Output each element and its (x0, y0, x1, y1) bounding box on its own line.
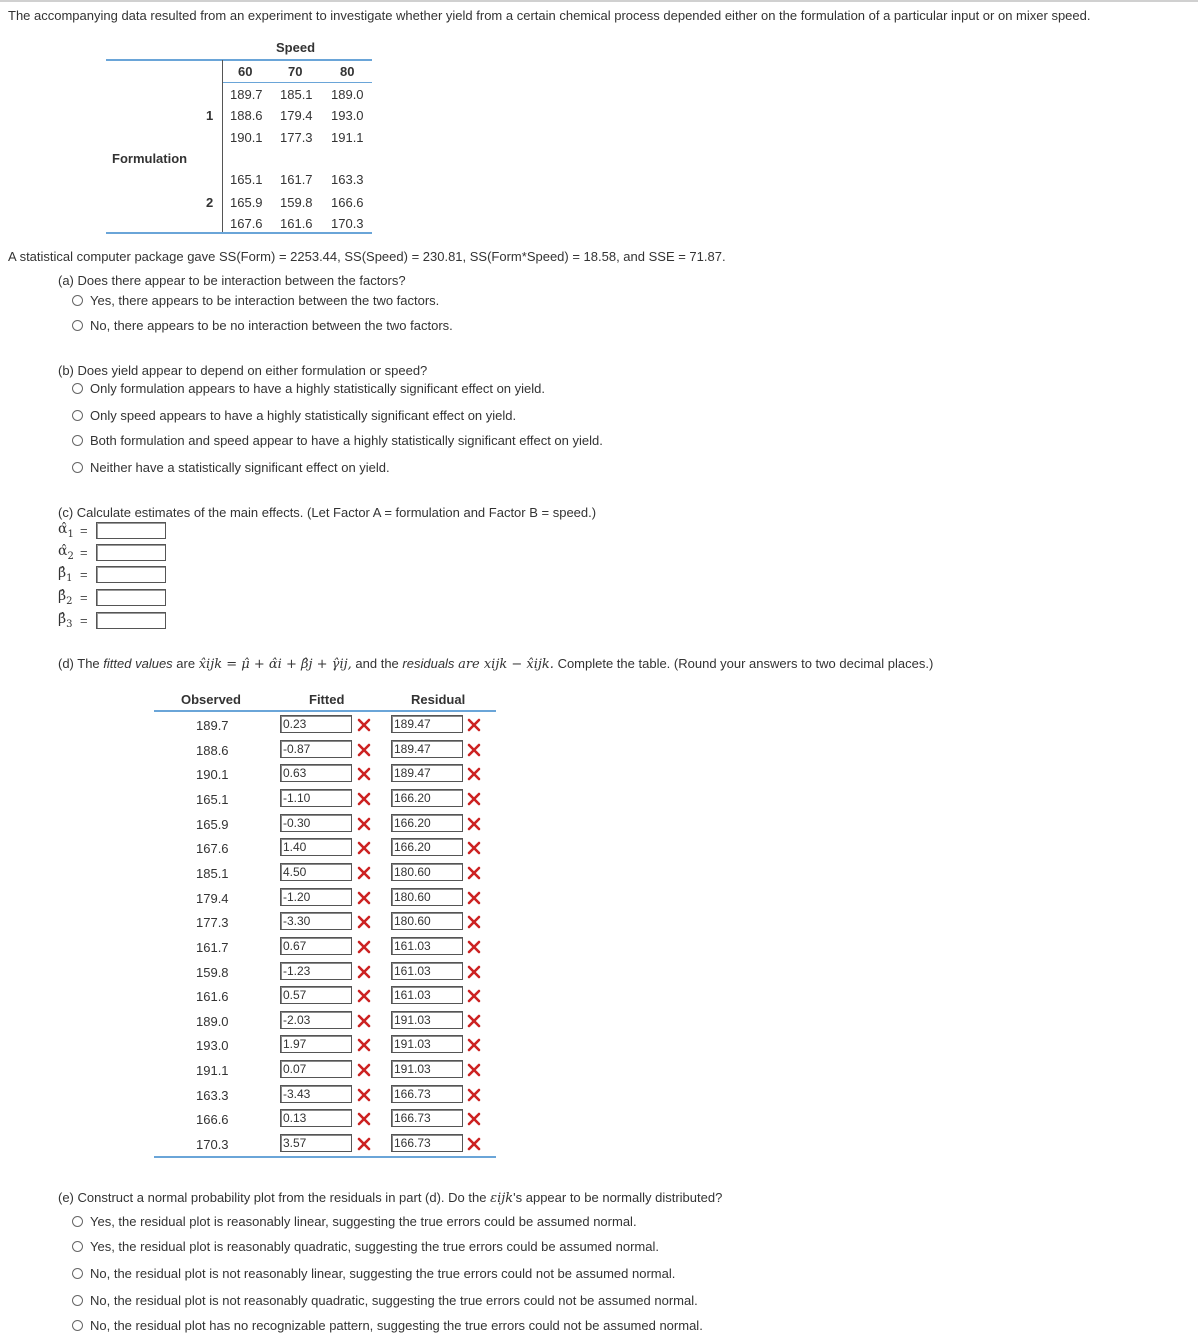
incorrect-icon (467, 743, 481, 757)
residual-input[interactable]: 161.03 (391, 937, 463, 955)
fitted-input[interactable]: -3.30 (280, 912, 352, 930)
fitted-input[interactable]: 1.40 (280, 838, 352, 856)
radio-button[interactable] (72, 295, 83, 306)
part-e-option-2[interactable]: Yes, the residual plot is reasonably quadratic, suggesting the true errors could be assumed normal. (72, 1239, 659, 1254)
incorrect-icon (357, 792, 371, 806)
fitted-input[interactable]: -2.03 (280, 1011, 352, 1029)
residual-input[interactable]: 166.20 (391, 838, 463, 856)
data-cell-f2-r3-c1: 167.6 (230, 216, 263, 231)
incorrect-icon (467, 718, 481, 732)
part-e-option-4[interactable]: No, the residual plot is not reasonably quadratic, suggesting the true errors could not be assumed normal. (72, 1293, 698, 1308)
alpha-hat-1-input[interactable] (96, 522, 166, 539)
observed-value: 161.6 (196, 989, 229, 1004)
residual-input[interactable]: 191.03 (391, 1060, 463, 1078)
fitted-input[interactable]: -3.43 (280, 1085, 352, 1103)
incorrect-icon (357, 940, 371, 954)
data-cell-f2-r1-c1: 165.1 (230, 172, 263, 187)
incorrect-icon (357, 866, 371, 880)
incorrect-icon (357, 817, 371, 831)
fitted-input[interactable]: -0.30 (280, 814, 352, 832)
data-cell-f1-r3-c3: 191.1 (331, 130, 364, 145)
formulation-label: Formulation (112, 151, 188, 166)
equals-sign: = (80, 545, 88, 560)
residual-input[interactable]: 189.47 (391, 715, 463, 733)
fitted-input[interactable]: 4.50 (280, 863, 352, 881)
residual-input[interactable]: 161.03 (391, 986, 463, 1004)
radio-button[interactable] (72, 1268, 83, 1279)
ss-summary: A statistical computer package gave SS(Form) = 2253.44, SS(Speed) = 230.81, SS(Form*Speed) = 18.58, and SSE = 71.87. (8, 249, 726, 264)
beta-hat-2-symbol: $\betâ_2$ (58, 588, 73, 607)
residual-input[interactable]: 191.03 (391, 1035, 463, 1053)
part-e-option-3[interactable]: No, the residual plot is not reasonably linear, suggesting the true errors could not be assumed normal. (72, 1266, 675, 1281)
data-cell-f1-r3-c1: 190.1 (230, 130, 263, 145)
part-b-option-both[interactable]: Both formulation and speed appear to have a highly statistically significant effect on yield. (72, 433, 603, 448)
incorrect-icon (357, 1038, 371, 1052)
observed-value: 189.7 (196, 718, 229, 733)
epsilon-symbol: εijk (490, 1191, 514, 1206)
alpha-hat-2-symbol: $\alphâ_2$ (58, 543, 74, 562)
beta-hat-3-input[interactable] (96, 612, 166, 629)
incorrect-icon (467, 1137, 481, 1151)
fitted-input[interactable]: -1.10 (280, 789, 352, 807)
incorrect-icon (357, 965, 371, 979)
speed-70: 70 (288, 64, 303, 79)
residual-input[interactable]: 166.73 (391, 1134, 463, 1152)
residual-input[interactable]: 189.47 (391, 740, 463, 758)
incorrect-icon (467, 1112, 481, 1126)
table-header-rule (154, 710, 496, 712)
residual-input[interactable]: 161.03 (391, 962, 463, 980)
intro-text: The accompanying data resulted from an experiment to investigate whether yield from a certain chemical process depended either on the formulation of a particular input or on mixer speed. (8, 8, 1091, 23)
data-cell-f1-r2-c3: 193.0 (331, 108, 364, 123)
incorrect-icon (357, 1112, 371, 1126)
observed-value: 177.3 (196, 915, 229, 930)
fitted-input[interactable]: 0.07 (280, 1060, 352, 1078)
equals-sign: = (80, 523, 88, 538)
incorrect-icon (467, 1088, 481, 1102)
incorrect-icon (357, 718, 371, 732)
incorrect-icon (467, 915, 481, 929)
speed-80: 80 (340, 64, 355, 79)
beta-hat-1-input[interactable] (96, 566, 166, 583)
observed-value: 191.1 (196, 1063, 229, 1078)
alpha-hat-2-input[interactable] (96, 544, 166, 561)
part-d-question: (d) The fitted values are x̂ijk = μ̂ + α̂i + β̂j + γ̂ij, and the residuals are xijk − x̂ijk. Complete the table. (Round your answers to two decimal places.) (58, 656, 934, 672)
fitted-input[interactable]: 1.97 (280, 1035, 352, 1053)
data-cell-f2-r3-c3: 170.3 (331, 216, 364, 231)
beta-hat-1-symbol: $\betâ_1$ (58, 565, 73, 584)
part-c-question: (c) Calculate estimates of the main effects. (Let Factor A = formulation and Factor B = speed.) (58, 505, 597, 520)
incorrect-icon (467, 1063, 481, 1077)
data-cell-f1-r2-c2: 179.4 (280, 108, 313, 123)
residual-input[interactable]: 166.73 (391, 1085, 463, 1103)
table-bottom-rule (154, 1156, 496, 1158)
incorrect-icon (467, 841, 481, 855)
residual-formula: are xijk − x̂ijk. (458, 657, 554, 672)
data-cell-f1-r1-c2: 185.1 (280, 87, 313, 102)
incorrect-icon (357, 1014, 371, 1028)
radio-button[interactable] (72, 1241, 83, 1252)
residual-input[interactable]: 189.47 (391, 764, 463, 782)
data-cell-f2-r2-c1: 165.9 (230, 195, 263, 210)
residual-input[interactable]: 166.73 (391, 1109, 463, 1127)
radio-button[interactable] (72, 1320, 83, 1331)
fitted-input[interactable]: 0.13 (280, 1109, 352, 1127)
table-bottom-rule (106, 232, 372, 234)
incorrect-icon (357, 767, 371, 781)
incorrect-icon (467, 792, 481, 806)
part-a-option-no[interactable]: No, there appears to be no interaction between the two factors. (72, 318, 453, 333)
fitted-input[interactable]: -0.87 (280, 740, 352, 758)
observed-value: 165.9 (196, 817, 229, 832)
header-fitted: Fitted (309, 692, 345, 707)
data-cell-f1-r3-c2: 177.3 (280, 130, 313, 145)
data-cell-f1-r1-c1: 189.7 (230, 87, 263, 102)
incorrect-icon (357, 1137, 371, 1151)
observed-value: 166.6 (196, 1112, 229, 1127)
speed-60: 60 (238, 64, 253, 79)
residual-input[interactable]: 180.60 (391, 863, 463, 881)
fitted-input[interactable]: 0.63 (280, 764, 352, 782)
part-b-option-speed[interactable]: Only speed appears to have a highly statistically significant effect on yield. (72, 408, 516, 423)
observed-value: 167.6 (196, 841, 229, 856)
speed-label: Speed (276, 40, 316, 55)
residual-input[interactable]: 180.60 (391, 888, 463, 906)
equals-sign: = (80, 613, 88, 628)
observed-value: 165.1 (196, 792, 229, 807)
formulation-level-2: 2 (206, 195, 214, 210)
residual-input[interactable]: 180.60 (391, 912, 463, 930)
incorrect-icon (467, 1038, 481, 1052)
incorrect-icon (357, 891, 371, 905)
fitted-formula: x̂ijk = μ̂ + α̂i + β̂j + γ̂ij, (198, 657, 352, 672)
radio-button[interactable] (72, 383, 83, 394)
incorrect-icon (467, 817, 481, 831)
data-cell-f2-r2-c3: 166.6 (331, 195, 364, 210)
data-cell-f2-r2-c2: 159.8 (280, 195, 313, 210)
incorrect-icon (467, 891, 481, 905)
incorrect-icon (357, 989, 371, 1003)
speed-rule (222, 82, 372, 83)
observed-value: 193.0 (196, 1038, 229, 1053)
part-a-question: (a) Does there appear to be interaction between the factors? (58, 273, 406, 288)
incorrect-icon (467, 866, 481, 880)
incorrect-icon (357, 841, 371, 855)
header-observed: Observed (181, 692, 241, 707)
incorrect-icon (357, 915, 371, 929)
equals-sign: = (80, 590, 88, 605)
formulation-level-1: 1 (206, 108, 214, 123)
data-cell-f2-r1-c3: 163.3 (331, 172, 364, 187)
observed-value: 163.3 (196, 1088, 229, 1103)
incorrect-icon (357, 1088, 371, 1102)
fitted-input[interactable]: -1.23 (280, 962, 352, 980)
residual-input[interactable]: 166.20 (391, 789, 463, 807)
observed-value: 179.4 (196, 891, 229, 906)
equals-sign: = (80, 567, 88, 582)
part-a-option-yes[interactable]: Yes, there appears to be interaction between the two factors. (72, 293, 439, 308)
residual-input[interactable]: 191.03 (391, 1011, 463, 1029)
radio-button[interactable] (72, 1295, 83, 1306)
top-border (0, 0, 1198, 2)
fitted-input[interactable]: 0.67 (280, 937, 352, 955)
incorrect-icon (467, 965, 481, 979)
data-cell-f1-r2-c1: 188.6 (230, 108, 263, 123)
residual-input[interactable]: 166.20 (391, 814, 463, 832)
part-e-question: (e) Construct a normal probability plot from the residuals in part (d). Do the εijk's appear to be normally distributed? (58, 1190, 723, 1206)
fitted-input[interactable]: 0.23 (280, 715, 352, 733)
radio-button[interactable] (72, 462, 83, 473)
data-cell-f2-r3-c2: 161.6 (280, 216, 313, 231)
radio-button[interactable] (72, 1216, 83, 1227)
radio-button[interactable] (72, 410, 83, 421)
part-b-question: (b) Does yield appear to depend on either formulation or speed? (58, 363, 428, 378)
beta-hat-3-symbol: $\betâ_3$ (58, 611, 73, 630)
part-e-option-1[interactable]: Yes, the residual plot is reasonably linear, suggesting the true errors could be assumed normal. (72, 1214, 637, 1229)
observed-value: 190.1 (196, 767, 229, 782)
table-divider (222, 60, 223, 234)
fitted-input[interactable]: 0.57 (280, 986, 352, 1004)
radio-button[interactable] (72, 435, 83, 446)
part-b-option-formulation[interactable]: Only formulation appears to have a highly statistically significant effect on yield. (72, 381, 545, 396)
alpha-hat-1-symbol: $\alphâ_1$ (58, 521, 74, 540)
part-e-option-5[interactable]: No, the residual plot has no recognizable pattern, suggesting the true errors could not be assumed normal. (72, 1318, 703, 1333)
incorrect-icon (467, 767, 481, 781)
radio-button[interactable] (72, 320, 83, 331)
part-b-option-neither[interactable]: Neither have a statistically significant effect on yield. (72, 460, 390, 475)
fitted-input[interactable]: -1.20 (280, 888, 352, 906)
incorrect-icon (357, 1063, 371, 1077)
header-residual: Residual (411, 692, 466, 707)
incorrect-icon (467, 989, 481, 1003)
data-cell-f2-r1-c2: 161.7 (280, 172, 313, 187)
beta-hat-2-input[interactable] (96, 589, 166, 606)
observed-value: 170.3 (196, 1137, 229, 1152)
observed-value: 161.7 (196, 940, 229, 955)
observed-value: 185.1 (196, 866, 229, 881)
table-top-rule (106, 59, 372, 61)
incorrect-icon (467, 1014, 481, 1028)
incorrect-icon (357, 743, 371, 757)
incorrect-icon (467, 940, 481, 954)
fitted-input[interactable]: 3.57 (280, 1134, 352, 1152)
data-cell-f1-r1-c3: 189.0 (331, 87, 364, 102)
observed-value: 189.0 (196, 1014, 229, 1029)
observed-value: 159.8 (196, 965, 229, 980)
observed-value: 188.6 (196, 743, 229, 758)
